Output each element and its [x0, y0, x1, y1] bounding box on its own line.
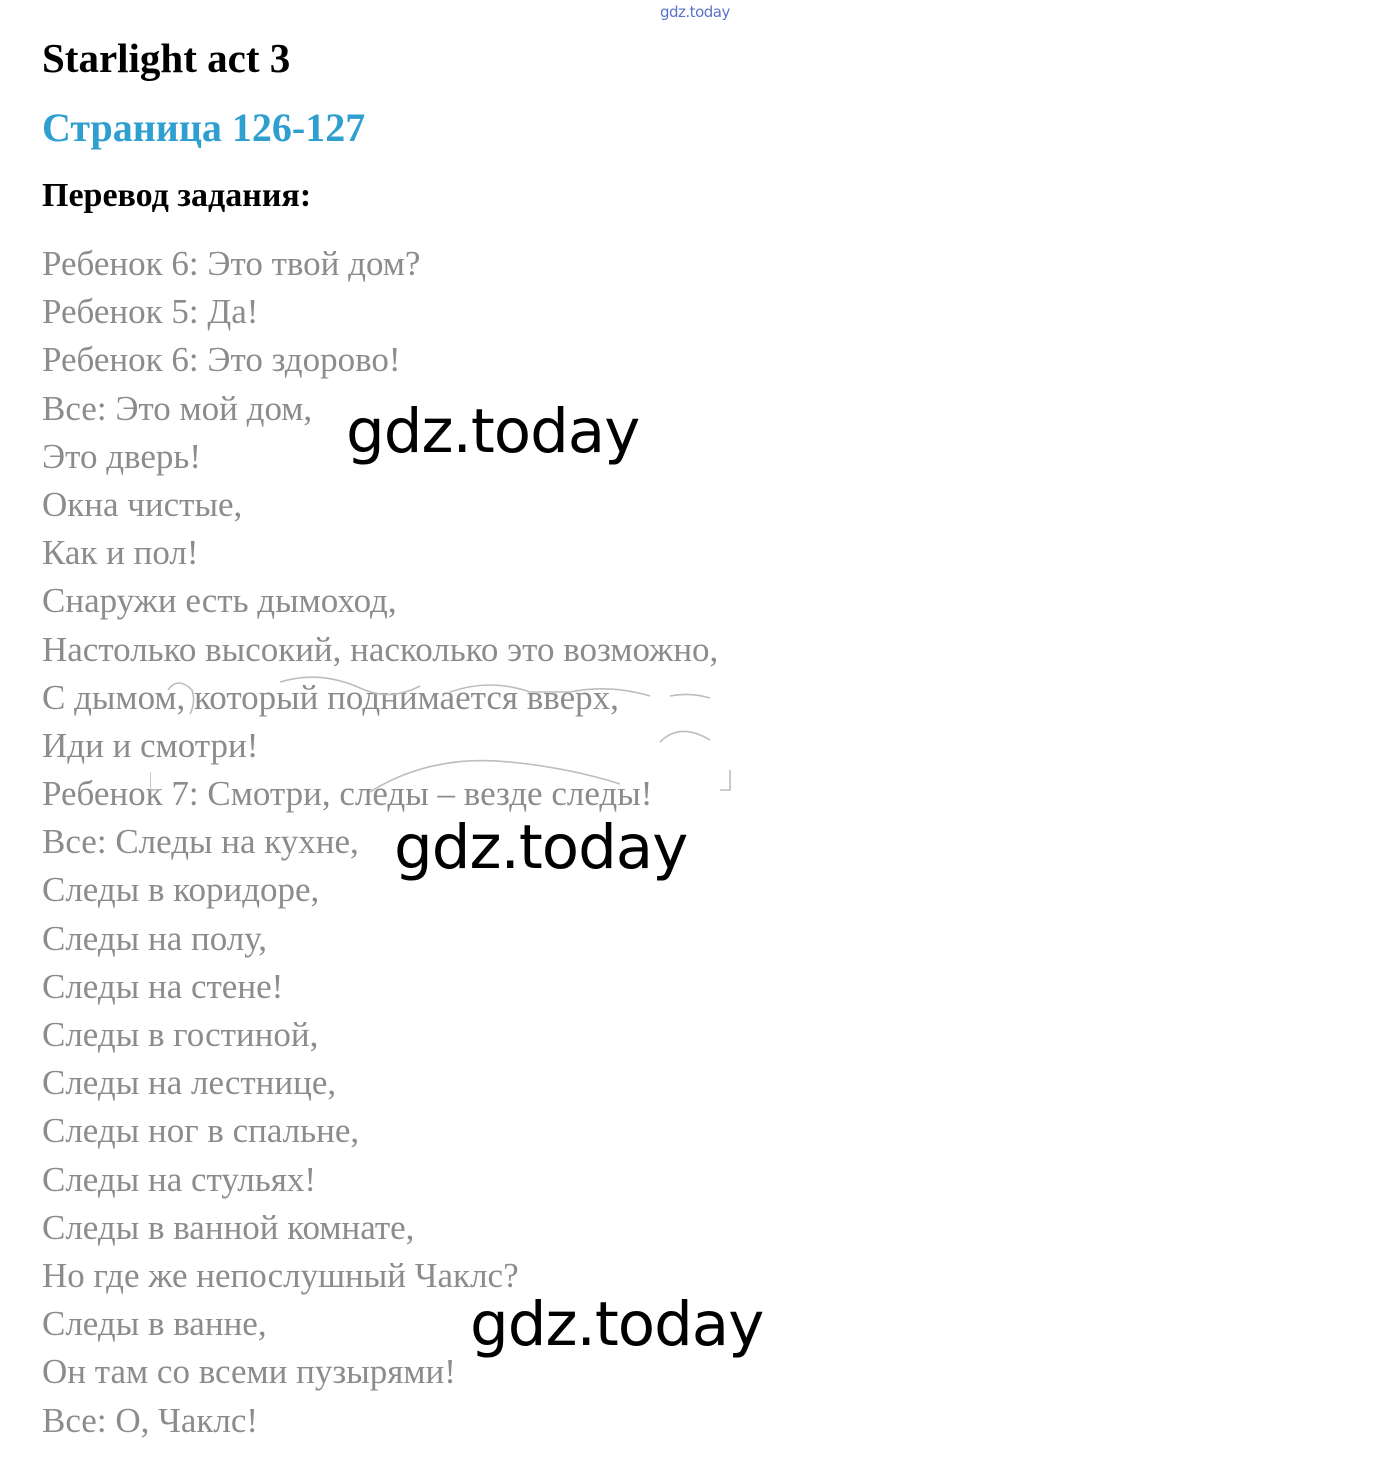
- text-line: Следы на полу,: [42, 918, 267, 958]
- text-line: Следы в гостиной,: [42, 1015, 319, 1054]
- text-line: Все: О, Чаклс!: [42, 1400, 259, 1440]
- text-line: Все: Это мой дом,: [42, 388, 313, 428]
- text-line: Ребенок 6: Это здорово!: [42, 340, 401, 380]
- watermark: gdz.today: [346, 396, 640, 467]
- text-line: Следы на стульях!: [42, 1159, 316, 1199]
- text-line: Снаружи есть дымоход,: [42, 581, 397, 621]
- watermark: gdz.today: [394, 812, 688, 883]
- text-line: Но где же непослушный Чаклс?: [42, 1255, 519, 1295]
- text-line: Ребенок 7: Смотри, следы – везде следы!: [42, 774, 653, 814]
- text-line: Следы ног в спальне,: [42, 1111, 360, 1151]
- text-line: С дымом, который поднимается вверх,: [42, 677, 619, 717]
- top-watermark: gdz.today: [660, 3, 730, 21]
- text-line: Следы в ванне,: [42, 1304, 267, 1344]
- text-line: Как и пол!: [42, 533, 199, 573]
- watermark: gdz.today: [470, 1289, 764, 1360]
- text-line: Следы в коридоре,: [42, 870, 320, 910]
- text-line: Все: Следы на кухне,: [42, 822, 359, 862]
- faint-signature-scribble: [150, 662, 740, 812]
- text-line: Он там со всеми пузырями!: [42, 1352, 456, 1392]
- page-heading: Страница 126-127: [42, 105, 366, 150]
- section-heading: Перевод задания:: [42, 177, 312, 214]
- text-line: Окна чистые,: [42, 484, 243, 524]
- text-line: Это дверь!: [42, 436, 201, 476]
- text-line: Следы в ванной комнате,: [42, 1207, 415, 1247]
- document-title: Starlight act 3: [42, 35, 291, 81]
- text-line: Ребенок 6: Это твой дом?: [42, 244, 421, 283]
- text-line: Следы на лестнице,: [42, 1063, 337, 1103]
- text-line: Следы на стене!: [42, 966, 284, 1006]
- text-line: Ребенок 5: Да!: [42, 292, 259, 332]
- text-line: Иди и смотри!: [42, 725, 259, 765]
- text-line: Настолько высокий, насколько это возможно,: [42, 629, 719, 669]
